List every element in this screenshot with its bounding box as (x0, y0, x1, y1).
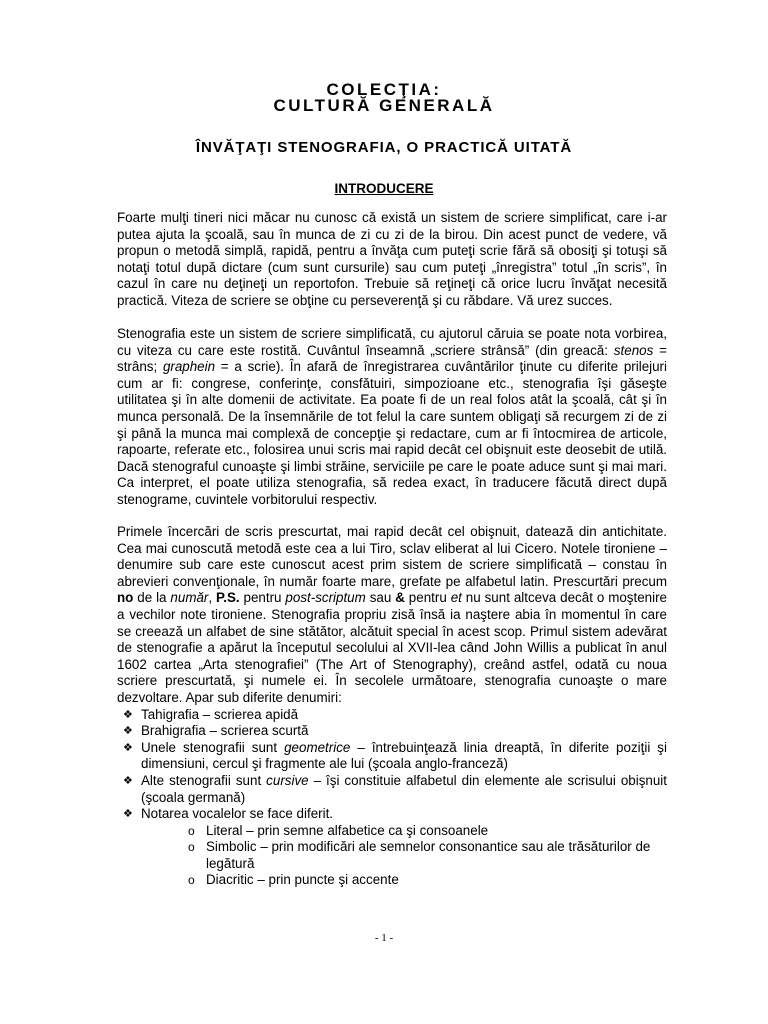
italic-term: cursive (266, 772, 309, 788)
text-run: de la (133, 590, 171, 606)
text-run: Primele încercări de scris prescurtat, mai rapid decât cel obişnuit, datează din antichitate. Cea mai cunoscută metodă este cea a lui Tiro, sclav eliberat al lui Cicero. Notele tironiene – denumire sub care este cunoscut acest prim sistem de scriere simplificată – constau în abrevieri convenţionale, în număr foarte mare, grefate pe alfabetul latin. Prescurtări precum (117, 524, 667, 589)
diamond-bullet-icon: ❖ (123, 708, 133, 721)
paragraph-text (117, 524, 667, 707)
list-item (117, 773, 667, 806)
circle-bullet-icon: o (188, 823, 195, 838)
circle-bullet-icon: o (188, 840, 195, 855)
text-run: Stenografia este un sistem de scriere simplificată, cu ajutorul căruia se poate nota vorbirea, cu viteza cu care este rostită. Cuvântul înseamnă „scriere strânsă” (din greacă: (117, 326, 667, 358)
text-run: – întrebuinţează linia dreaptă, în diferite poziţii şi dimensiuni, cercul şi fragmente ale lui (şcoala anglo-franceză) (141, 739, 667, 772)
sub-list-item (185, 839, 667, 872)
paragraph-intro (117, 210, 667, 310)
circle-bullet-icon: o (188, 873, 195, 888)
text-run: Unele stenografii sunt (141, 739, 285, 755)
list-item-text: Simbolic – prin modificări ale semnelor consonantice sau ale trăsăturilor de legătură (206, 839, 651, 871)
italic-term: geometrice (284, 739, 351, 755)
text-run: pentru (404, 590, 451, 606)
paragraph-history (117, 524, 667, 889)
sub-list-item (185, 872, 667, 889)
diamond-bullet-icon: ❖ (123, 808, 133, 821)
document-title: ÎNVĂŢAŢI STENOGRAFIA, O PRACTICĂ UITATĂ (195, 139, 573, 156)
bold-term: & (395, 590, 405, 606)
paragraph-definition (117, 326, 667, 509)
list-item-text: Tahigrafia – scrierea apidă (141, 706, 299, 722)
text-run: Alte stenografii sunt (141, 772, 267, 788)
list-item-text: Diacritic – prin puncte şi accente (206, 872, 399, 888)
diamond-bullet-icon: ❖ (123, 741, 133, 754)
text-run: – îşi constituie alfabetul din elemente ale scrisului obişnuit (şcoala germană) (141, 772, 667, 805)
sub-bullet-list (141, 823, 667, 889)
italic-term: post-scriptum (285, 590, 366, 606)
text-run: = strâns; (117, 342, 667, 375)
bold-term: no (117, 590, 134, 606)
series-title-line1: COLECŢIA: (326, 80, 442, 99)
list-item (117, 723, 667, 740)
list-item-text: Literal – prin semne alfabetice ca şi consoanele (206, 822, 489, 838)
text-run: pentru (239, 590, 286, 606)
text-run: nu sunt altceva decât o moştenire a vechilor note tironiene. Stenografia propriu zisă însă ia naştere abia în momentul în care se creează un alfabet de sine stătător, alcătuit special în acest scop. Primul sistem adevărat de stenografie a apărut la începutul secolului al XVII-lea când John Willis a publicat în anul 1602 cartea „Arta stenografiei” (The Art of Stenography), creând astfel, odată cu noua scriere prescurtată, şi numele ei. În secolele următoare, stenografia cunoaşte o mare dezvoltare. Apar sub diferite denumiri: (117, 590, 667, 705)
list-item (117, 740, 667, 773)
text-run: sau (365, 590, 396, 606)
paragraph-text (117, 326, 667, 509)
list-item (117, 707, 667, 724)
list-item-text: Brahigrafia – scrierea scurtă (141, 723, 309, 739)
greek-term: graphein (162, 359, 216, 375)
paragraph-text: Foarte mulţi tineri nici măcar nu cunosc că există un sistem de scriere simplificat, care i-ar putea ajuta la şcoală, sau în munca de zi cu zi de la birou. Din acest punct de vedere, vă propun o metodă simplă, rapidă, pentru a învăţa cum puteţi scrie fără să obosiţi şi totuşi să notaţi totul după dictare (cum sunt cursurile) sau cum puteţi „înregistra” totul „în scris”, în cazul în care nu deţineţi un reportofon. Trebuie să reţineţi că orice lucru învăţat necesită practică. Viteza de scriere se obţine cu perseverenţă şi cu răbdare. Vă urez succes. (117, 210, 667, 308)
italic-term: et (450, 590, 462, 606)
list-item-text: Notarea vocalelor se face diferit. (141, 806, 334, 822)
text-run: = a scrie). În afară de înregistrarea cuvântărilor ţinute cu diferite prilejuri cum ar fi: congrese, conferinţe, consfătuiri, simpozioane etc., stenografia îşi găseşte utilitatea şi în alte domenii de activitate. Ea poate fi de un real folos atât la şcoală, cât şi în munca personală. De la însemnările de tot felul la care suntem obligaţi să recurgem zi de zi şi până la munca mai complexă de concepţie şi redactare, cum ar fi întocmirea de articole, rapoarte, referate etc., folosirea unui scris mai rapid decât cel obişnuit este deosebit de utilă. Dacă stenograful cunoaşte şi limbi străine, serviciile pe care le poate aduce sunt şi mai mari. Ca interpret, el poate utiliza stenografia, să redea exact, în traducere făcută direct după stenograme, cuvintele vorbitorului respectiv. (117, 359, 667, 507)
section-heading: INTRODUCERE (334, 181, 434, 196)
bullet-list (117, 707, 667, 890)
page-number: - 1 - (374, 932, 394, 944)
diamond-bullet-icon: ❖ (123, 774, 133, 787)
list-item (117, 806, 667, 889)
bold-term: P.S. (216, 590, 240, 606)
diamond-bullet-icon: ❖ (123, 725, 133, 738)
greek-term: stenos (613, 342, 654, 358)
text-run: , (208, 590, 217, 606)
series-title-line2: CULTURĂ GENERALĂ (273, 96, 495, 115)
sub-list-item (185, 823, 667, 840)
italic-term: număr (170, 590, 209, 606)
